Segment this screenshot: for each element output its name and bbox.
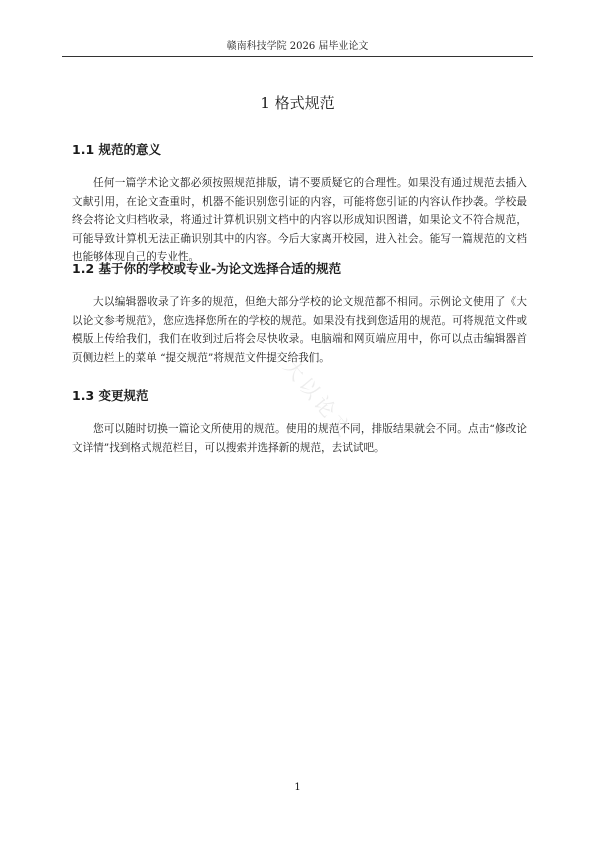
watermark: 大以论文 [278, 354, 359, 444]
section-title-1-2: 1.2 基于你的学校或专业-为论文选择合适的规范 [72, 261, 342, 276]
section-paragraph-1-3: 您可以随时切换一篇论文所使用的规范。使用的规范不同，排版结果就会不同。点击“修改论文详情”找到格式规范栏目，可以搜索并选择新的规范，去试试吧。 [72, 423, 527, 454]
page-header: 赣南科技学院 2026 届毕业论文 [226, 41, 369, 52]
page-number: 1 [294, 782, 301, 793]
section-paragraph-1-2: 大以编辑器收录了许多的规范，但绝大部分学校的论文规范都不相同。示例论文使用了《大以论文参考规范》，您应选择您所在的学校的规范。如果没有找到您适用的规范。可将规范文件或模版上传给我们，我们在收到过后将会尽快收录。电脑端和网页端应用中，你可以点击编辑器首页侧边栏上的菜单 “提交规范”将规范文件提交给我们。 [72, 296, 527, 364]
section-paragraph-1-1: 任何一篇学术论文都必须按照规范排版，请不要质疑它的合理性。如果没有通过规范去插入文献引用，在论文查重时，机器不能识别您引证的内容，可能将您引证的内容认作抄袭。学校最终会将论文归档收录，将通过计算机识别文档中的内容以形成知识图谱，如果论文不符合规范，可能导致计算机无法正确识别其中的内容。今后大家离开校园，进入社会。能写一篇规范的文档也能够体现自己的专业性。 [72, 177, 527, 264]
section-title-1-1: 1.1 规范的意义 [72, 142, 161, 157]
chapter-title: 1 格式规范 [260, 94, 335, 112]
header-divider [62, 56, 533, 57]
section-title-1-3: 1.3 变更规范 [72, 388, 149, 403]
